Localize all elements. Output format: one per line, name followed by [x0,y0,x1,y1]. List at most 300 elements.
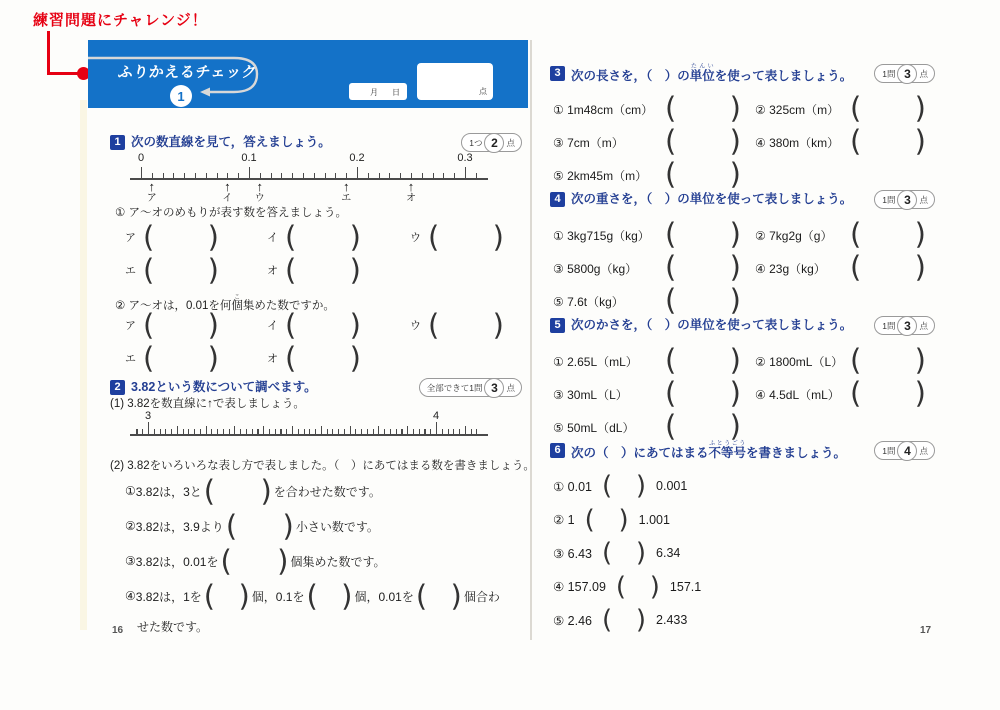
unit-item: ⑤ 7.6t（kg） [553,294,624,309]
tick [184,173,185,178]
answer-slot [665,124,741,158]
badge-prefix: 1問 [882,445,896,456]
answer-slot [602,472,646,500]
tick [465,167,466,178]
axis-label: 0.3 [457,152,473,164]
ruby-text: 個こ [231,295,243,312]
answer-cell [267,222,361,252]
close-paren: ) [207,308,219,342]
answer-slot [220,544,289,578]
answer-slot [665,283,741,317]
close-paren: ) [635,471,647,501]
unit-item: ③ 7cm（m） [553,135,624,150]
tick [315,429,316,434]
tick [227,173,228,178]
annotation-text: 練習問題にチャレンジ！ [33,12,208,29]
tick [321,426,322,434]
problem-4-header [550,190,935,208]
item-text: 3.82は，3.9より [135,519,224,534]
tick [396,429,397,434]
open-paren: ( [143,341,155,375]
day-label: 日 [392,88,400,97]
tick [165,429,166,434]
tick [286,429,287,434]
page-number-right: 17 [920,625,932,636]
problem-5-header [550,316,935,334]
open-paren: ( [428,220,440,254]
answer-slot [665,409,741,443]
tick [465,426,466,434]
tick [476,429,477,434]
open-paren: ( [225,509,238,543]
tick [422,173,423,178]
score-box [417,63,493,100]
tick [200,429,201,434]
answer-slot [616,573,660,601]
open-paren: ( [285,341,297,375]
up-arrow-icon: ↑ [407,179,415,194]
problem-1-block [110,133,522,378]
open-paren: ( [665,376,677,410]
answer-cell [125,222,219,252]
points-badge [874,441,935,460]
problem-3-header [550,64,935,82]
answer-slot [585,506,629,534]
tick [327,429,328,434]
unit-item: ③ 5800g（kg） [553,261,638,276]
tick [459,429,460,434]
answer-slot [665,157,741,191]
tick [424,429,425,434]
close-paren: ) [260,474,272,508]
answer-row [110,255,522,285]
problem-number: 3 [550,66,565,81]
open-paren: ( [665,250,677,284]
tick [142,429,143,434]
problem-6-header [550,441,935,459]
answer-slot [665,217,741,251]
tick [141,167,142,178]
inequality-row [553,505,670,535]
answer-label: エ [125,265,136,277]
close-paren: ) [729,217,741,251]
tick [292,173,293,178]
item-text: 個合わ [463,589,500,604]
tick [154,429,155,434]
furigana: たんい [689,63,715,70]
badge-prefix: 1問 [882,320,896,331]
tick [325,173,326,178]
right-value: 2.433 [656,613,688,627]
arrow-label: オ [406,193,416,204]
answer-slot [306,579,353,613]
problem-statement: 3.82という数について調べます。 [131,379,317,394]
answer-slot [665,343,741,377]
problem-statement [571,441,846,460]
tick [240,429,241,434]
open-paren: ( [220,544,232,578]
answer-slot [428,308,504,342]
close-paren: ) [729,157,741,191]
up-arrow-icon: ↑ [148,179,156,194]
close-paren: ) [635,538,647,568]
tick [148,422,149,434]
tick [171,429,172,434]
tick [368,173,369,178]
close-paren: ) [914,91,926,125]
tick [443,173,444,178]
answer-cell [410,222,504,252]
arrow-label: ウ [254,193,265,204]
tick [246,429,247,434]
tick [211,429,212,434]
tick [234,426,235,434]
sub-question-1: (1) 3.82を数直線に↑で表しましょう。 [110,398,305,410]
open-paren: ( [665,124,677,158]
points-badge [419,378,522,397]
answer-slot [850,217,926,251]
unit-row [550,343,935,377]
answer-label: イ [267,320,278,332]
tick [361,429,362,434]
close-paren: ) [450,579,462,613]
tick [378,426,379,434]
tick [390,429,391,434]
open-paren: ( [584,504,595,535]
item-text: 個集めた数です。 [290,554,386,569]
answer-cell [125,343,219,373]
problem-statement: 次の数直線を見て，答えましょう。 [131,134,331,149]
problem-2-header [110,378,522,396]
open-paren: ( [415,579,428,613]
up-arrow-icon: ↑ [342,179,350,194]
close-paren: ) [207,220,219,254]
answer-slot [143,341,219,375]
close-paren: ) [282,509,294,543]
unit-item: ① 2.65L（mL） [553,354,638,369]
tick [357,167,358,178]
tick [442,429,443,434]
arrow-label: エ [341,193,352,204]
close-paren: ) [914,124,926,158]
arrow-label: イ [222,193,233,204]
answer-slot [203,579,250,613]
answer-label: エ [125,353,136,365]
badge-points: 3 [897,64,917,84]
right-value: 1.001 [638,512,670,527]
page-divider [530,40,532,640]
inequality-row [553,471,687,501]
open-paren: ( [665,283,677,317]
tick [249,167,250,178]
open-paren: ( [143,308,155,342]
tick [346,173,347,178]
axis-label: 3 [144,410,152,422]
close-paren: ) [914,250,926,284]
open-paren: ( [203,579,216,613]
problem-number: 2 [110,380,125,395]
tick [292,426,293,434]
points-badge [874,316,935,335]
up-arrow-icon: ↑ [224,179,231,194]
fill-in-items [125,474,522,634]
tick [260,173,261,178]
answer-cell [267,255,361,285]
tick [303,173,304,178]
open-paren: ( [306,579,318,613]
open-paren: ( [143,253,155,287]
close-paren: ) [492,220,504,254]
inequality-row [553,605,687,635]
close-paren: ) [492,308,504,342]
ruby-text: 不等号ふとうごう [708,440,747,460]
answer-label: ウ [410,232,421,244]
unit-item: ② 1800mL（L） [755,354,844,369]
tick [229,429,230,434]
answer-cell [267,343,361,373]
problem-3-block [550,64,935,190]
axis-label: 0.2 [349,152,365,164]
close-paren: ) [729,409,741,443]
item-text: 3.82は，0.01を [135,554,219,569]
problem-number: 5 [550,318,565,333]
tick [271,173,272,178]
tick [309,429,310,434]
answer-slot [665,91,741,125]
tick [413,429,414,434]
answer-slot [285,341,361,375]
left-value: ① 0.01 [553,479,593,494]
badge-points: 2 [484,133,504,153]
item-continuation: せた数です。 [137,620,209,634]
problem-number: 4 [550,192,565,207]
statement-text: 次のかさを，（ ）の単位を使って表しましょう。 [571,317,853,332]
answer-slot [428,220,504,254]
item-text: 個，0.1を [251,589,305,604]
open-paren: ( [850,376,862,410]
problem-1-header [110,133,522,151]
answer-slot [850,124,926,158]
badge-prefix: 全部できて1問 [426,382,483,393]
tick [344,429,345,434]
tick [183,429,184,434]
unit-item: ② 7kg2g（g） [755,228,833,243]
open-paren: ( [665,343,677,377]
right-value: 157.1 [669,579,702,594]
answer-slot [203,474,272,508]
answer-slot [665,250,741,284]
tick [389,173,390,178]
answer-slot [143,308,219,342]
close-paren: ) [618,504,629,535]
answer-slot [850,250,926,284]
unit-row [550,250,935,284]
badge-prefix: 1問 [882,68,896,79]
points-badge [874,190,935,209]
tick [400,173,401,178]
item-text: を合わせた数です。 [273,484,381,499]
answer-slot [143,220,219,254]
badge-prefix: 1つ [469,137,483,148]
unit-item: ④ 4.5dL（mL） [755,387,840,402]
tick [304,429,305,434]
tick [223,429,224,434]
answer-slot [602,606,646,634]
open-paren: ( [665,157,677,191]
problem-statement [571,193,852,206]
tick [163,173,164,178]
points-badge [874,64,935,83]
badge-prefix: 1問 [882,194,896,205]
date-box [349,83,407,100]
answer-slot [850,91,926,125]
number-line-axis [130,434,488,436]
tick [373,429,374,434]
title-number-badge: 1 [170,85,192,107]
tick [188,429,189,434]
statement-text: を使って表しましょう。 [714,68,853,83]
item-number: ② [125,519,136,533]
tick [177,426,178,434]
statement-text: ② ア～オは，0.01を何 [115,300,232,312]
badge-suffix: 点 [919,445,928,456]
tick [419,429,420,434]
unit-row [550,217,935,251]
item-text: 小さい数です。 [295,519,379,534]
banner [88,40,528,108]
item-number: ④ [125,589,136,603]
fill-in-item [125,580,500,612]
unit-item: ① 3kg715g（kg） [553,228,650,243]
badge-points: 4 [897,441,917,461]
open-paren: ( [203,474,216,508]
annotation-connector-horizontal [47,72,81,75]
points-badge [461,133,522,152]
answer-label: イ [267,232,278,244]
statement-text: 次の（ ）にあてはまる [571,445,709,460]
open-paren: ( [602,538,613,568]
open-paren: ( [285,220,297,254]
unit-row [550,157,935,191]
unit-row [550,409,935,443]
answer-row [110,222,522,252]
answer-slot [602,539,646,567]
close-paren: ) [914,343,926,377]
left-value: ② 1 [553,513,575,527]
tick [195,173,196,178]
close-paren: ) [238,579,250,613]
tick [355,429,356,434]
tick [252,429,253,434]
answer-label: オ [267,265,278,277]
close-paren: ) [349,341,361,375]
answer-slot [285,253,361,287]
tick [436,422,437,434]
open-paren: ( [602,471,613,501]
number-line-axis [130,178,488,180]
answer-slot [415,579,462,613]
statement-text: 集めた数ですか。 [242,300,335,312]
tick [335,173,336,178]
problem-number: 6 [550,443,565,458]
answer-cell [410,310,504,340]
tick [263,426,264,434]
tick [433,173,434,178]
badge-suffix: 点 [919,194,928,205]
unit-row [550,124,935,158]
badge-points: 3 [484,378,504,398]
tick [384,429,385,434]
unit-item: ② 325cm（m） [755,102,840,117]
close-paren: ) [649,571,660,602]
close-paren: ) [207,341,219,375]
fill-in-item [125,475,381,507]
page-number-left: 16 [112,625,124,636]
problem-statement [571,319,852,332]
axis-label: 0.1 [241,152,257,164]
tick [471,429,472,434]
tick [401,429,402,434]
tick [281,173,282,178]
open-paren: ( [285,253,297,287]
problem-statement [571,64,852,83]
tick [257,429,258,434]
tick [217,429,218,434]
answer-cell [125,310,219,340]
badge-suffix: 点 [919,68,928,79]
tick [448,429,449,434]
unit-row [550,283,935,317]
tick [280,429,281,434]
tick [194,429,195,434]
close-paren: ) [729,250,741,284]
annotation-connector-vertical [47,31,50,74]
axis-label: 4 [432,410,440,422]
ruby-text: 単位たんい [689,63,715,83]
open-paren: ( [850,124,862,158]
statement-text: 次の重さを，（ ）の単位を使って表しましょう。 [571,191,853,206]
answer-row [110,310,522,340]
tick [411,173,412,178]
tick [173,173,174,178]
sub-question-2: (2) 3.82をいろいろな表し方で表しました。（ ）にあてはまる数を書きましょう。 [110,460,535,472]
tick [136,429,137,434]
close-paren: ) [277,544,289,578]
month-label: 月 [370,88,378,97]
item-text: 3.82は，1を [135,589,202,604]
open-paren: ( [428,308,440,342]
sub-question-1: ① ア～オのめもりが表す数を答えましょう。 [115,207,348,219]
inequality-row [553,572,701,602]
badge-points: 3 [897,316,917,336]
problem-6-block [550,440,935,635]
tick [453,429,454,434]
problem-4-block [550,190,935,316]
unit-row [550,376,935,410]
left-value: ④ 157.09 [553,580,606,594]
worksheet-title: ふりかえるチェック [117,64,258,81]
answer-slot [850,376,926,410]
close-paren: ) [729,376,741,410]
fill-in-item [125,545,386,577]
open-paren: ( [850,343,862,377]
unit-row [550,91,935,125]
open-paren: ( [143,220,155,254]
axis-label: 0 [137,152,145,164]
close-paren: ) [349,253,361,287]
right-value: 0.001 [656,479,688,493]
open-paren: ( [665,217,677,251]
